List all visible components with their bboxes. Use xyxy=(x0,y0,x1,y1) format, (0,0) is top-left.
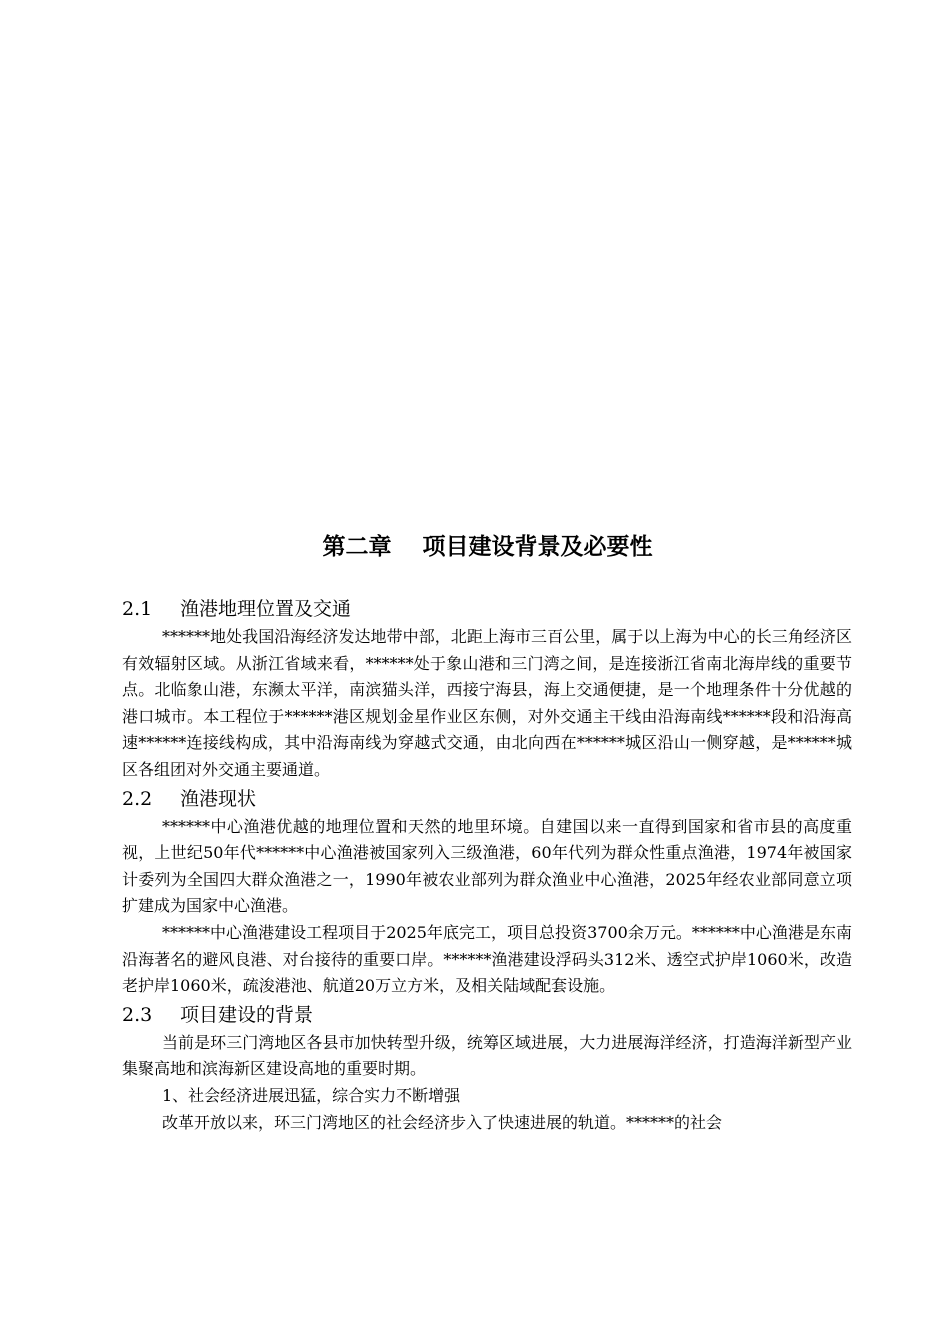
section-heading-2-2 xyxy=(122,784,852,814)
section-title: 渔港地理位置及交通 xyxy=(180,598,352,620)
document-body xyxy=(122,594,852,1136)
chapter-title: 第二章 项目建设背景及必要性 xyxy=(322,534,653,560)
paragraph: ******中心渔港优越的地理位置和天然的地里环境。自建国以来一直得到国家和省市县的高度重视，上世纪50年代******中心渔港被国家列入三级渔港，60年代列为群众性重点渔港，1974年被国家计委列为全国四大群众渔港之一，1990年被农业部列为群众渔业中心渔港，2025年经农业部同意立项扩建成为国家中心渔港。 xyxy=(122,816,852,916)
section-heading-2-3 xyxy=(122,1000,852,1030)
paragraph: ******中心渔港建设工程项目于2025年底完工，项目总投资3700余万元。******中心渔港是东南沿海著名的避风良港、对台接待的重要口岸。******渔港建设浮码头312米、透空式护岸1060米，改造老护岸1060米，疏浚港池、航道20万立方米，及相关陆域配套设施。 xyxy=(122,922,852,996)
section-number: 2.3 xyxy=(122,1003,153,1026)
section-title: 项目建设的背景 xyxy=(180,1003,314,1026)
section-number: 2.1 xyxy=(122,598,153,620)
section-title: 渔港现状 xyxy=(180,787,257,810)
section-heading-2-1 xyxy=(122,594,852,624)
section-number: 2.2 xyxy=(122,787,153,810)
subheading: 1、社会经济进展迅猛，综合实力不断增强 xyxy=(162,1085,461,1105)
paragraph: 当前是环三门湾地区各县市加快转型升级，统筹区域进展，大力进展海洋经济，打造海洋新型产业集聚高地和滨海新区建设高地的重要时期。 xyxy=(122,1032,852,1079)
paragraph: 改革开放以来，环三门湾地区的社会经济步入了快速进展的轨道。******的社会 xyxy=(162,1112,723,1132)
paragraph: ******地处我国沿海经济发达地带中部，北距上海市三百公里，属于以上海为中心的长三角经济区有效辐射区域。从浙江省域来看，******处于象山港和三门湾之间，是连接浙江省南北海岸线的重要节点。北临象山港，东濒太平洋，南滨猫头洋，西接宁海县，海上交通便捷，是一个地理条件十分优越的港口城市。本工程位于******港区规划金星作业区东侧，对外交通主干线由沿海南线******段和沿海高速******连接线构成，其中沿海南线为穿越式交通，由北向西在******城区沿山一侧穿越，是******城区各组团对外交通主要通道。 xyxy=(122,627,852,779)
